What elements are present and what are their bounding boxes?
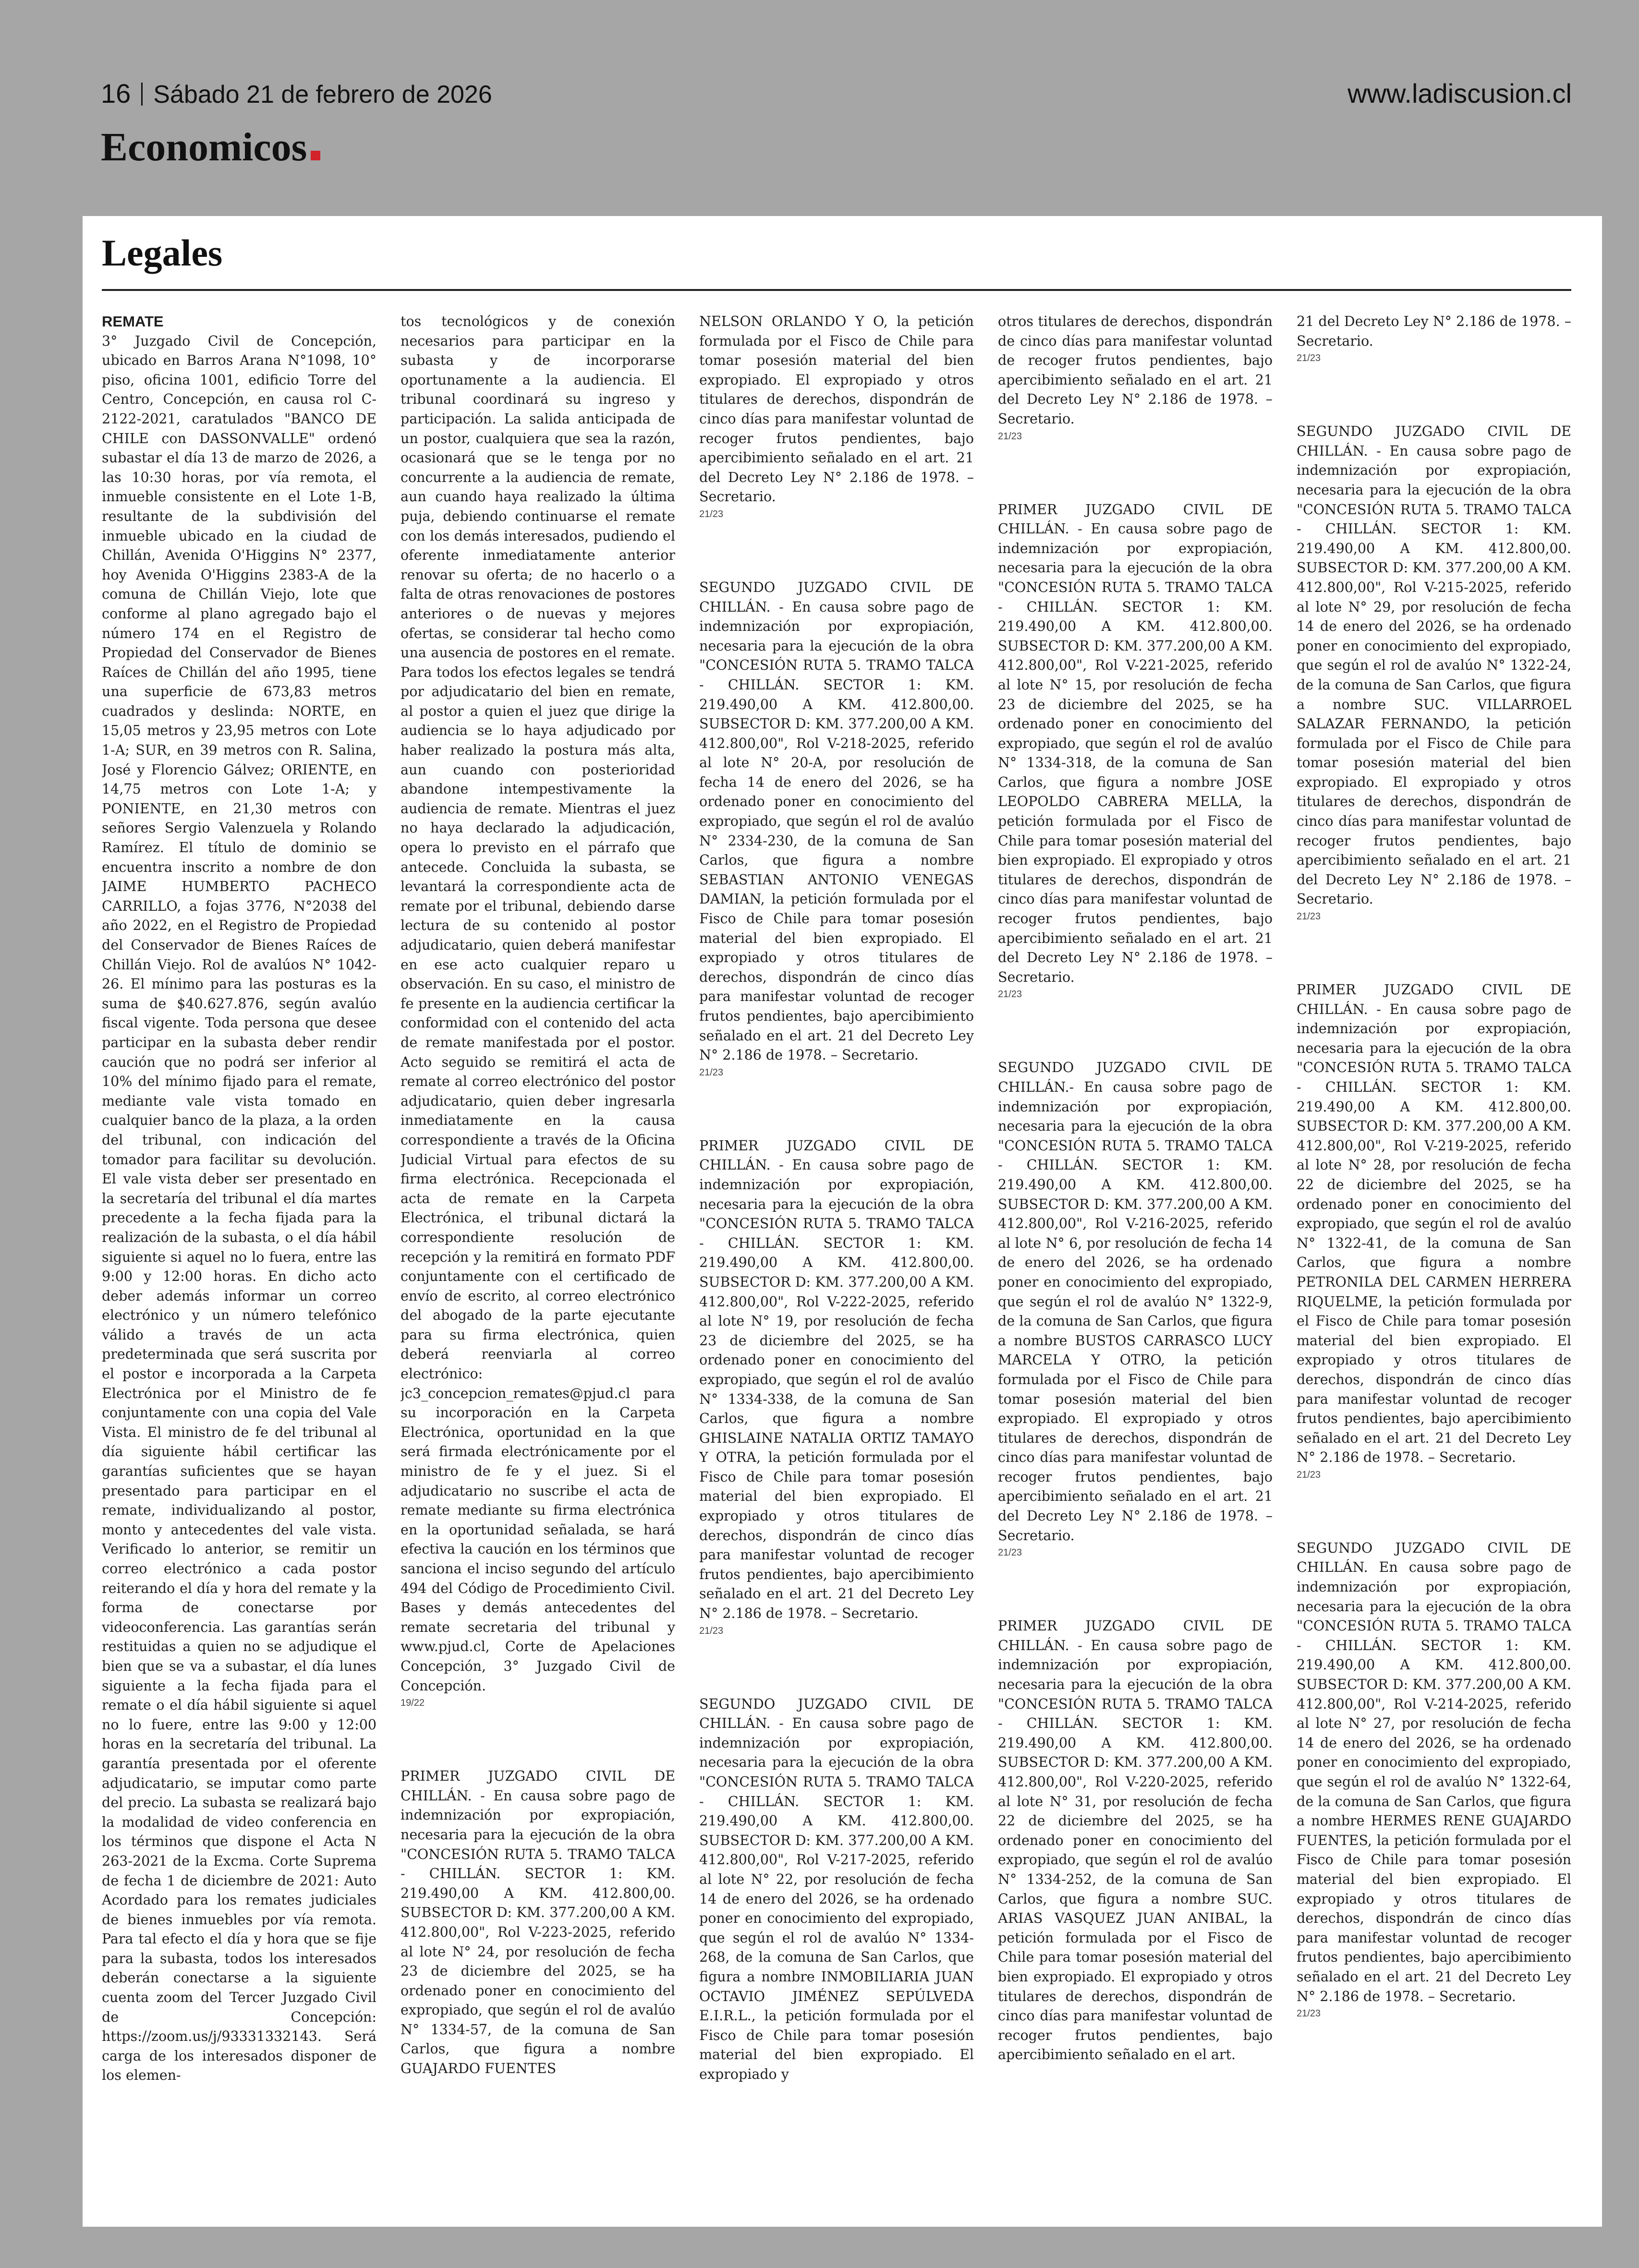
header-divider — [141, 83, 143, 106]
website-link[interactable]: www.ladiscusion.cl — [1348, 78, 1572, 109]
legal-notice — [699, 578, 974, 1080]
legales-panel — [83, 216, 1602, 2227]
notice-code: 21/23 — [699, 1625, 724, 1636]
notice-code: 19/22 — [401, 1698, 425, 1709]
legal-notice — [998, 1058, 1273, 1560]
notice-code: 21/23 — [1297, 2008, 1321, 2019]
notice-body: SEGUNDO JUZGADO CIVIL DE CHILLÁN. - En causa sobre pago de indemnización por expropiación, necesaria para la ejecución de la obra "CONCESIÓN RUTA 5. TRAMO TALCA - CHILLÁN. SECTOR 1: KM. 219.490,00 A KM. 412.800,00. SUBSECTOR D: KM. 377.200,00 A KM. 412.800,00", Rol V-218-2025, referido al lote N° 20-A, por resolución de fecha 14 de enero del 2026, se ha ordenado poner en conocimiento del expropiado, que según el rol de avalúo N° 2334-230, de la comuna de San Carlos, que figura a nombre SEBASTIAN ANTONIO VENEGAS DAMIAN, la petición formulada por el Fisco de Chile para tomar posesión material del bien expropiado. El expropiado y otros titulares de derechos, dispondrán de cinco días para manifestar voluntad de recoger frutos pendientes, bajo apercibimiento señalado en el art. 21 del Decreto Ley N° 2.186 de 1978. – Secretario. — [699, 579, 974, 1063]
section-title-text: Economicos — [101, 125, 307, 169]
notice-body: SEGUNDO JUZGADO CIVIL DE CHILLÁN.- En causa sobre pago de indemnización por expropiación, necesaria para la ejecución de la obra "CONCESIÓN RUTA 5. TRAMO TALCA - CHILLÁN. SECTOR 1: KM. 219.490,00 A KM. 412.800,00. SUBSECTOR D: KM. 377.200,00 A KM. 412.800,00", Rol V-216-2025, referido al lote N° 6, por resolución de fecha 14 de enero del 2026, se ha ordenado poner en conocimiento del expropiado, que según el rol de avalúo N° 1322-9, de la comuna de San Carlos, que figura a nombre BUSTOS CARRASCO LUCY MARCELA Y OTRO, la petición formulada por el Fisco de Chile para tomar posesión material del bien expropiado. El expropiado y otros titulares de derechos, dispondrán de cinco días para manifestar voluntad de recoger frutos pendientes, bajo apercibimiento señalado en el art. 21 del Decreto Ley N° 2.186 de 1978. – Secretario. — [998, 1060, 1273, 1544]
notice-code: 21/23 — [1297, 353, 1321, 364]
notice-code: 21/23 — [699, 1067, 724, 1078]
notice-column — [699, 312, 974, 2213]
notice-body: SEGUNDO JUZGADO CIVIL DE CHILLÁN. En causa sobre pago de indemnización por expropiación, necesaria para la ejecución de la obra "CONCESIÓN RUTA 5. TRAMO TALCA - CHILLÁN. SECTOR 1: KM. 219.490,00 A KM. 412.800,00. SUBSECTOR D: KM. 377.200,00 A KM. 412.800,00", Rol V-214-2025, referido al lote N° 27, por resolución de fecha 14 de enero del 2026, se ha ordenado poner en conocimiento del expropiado, que según el rol de avalúo N° 1322-64, de la comuna de San Carlos, que figura a nombre HERMES RENE GUAJARDO FUENTES, la petición formulada por el Fisco de Chile para tomar posesión material del bien expropiado. El expropiado y otros titulares de derechos, dispondrán de cinco días para manifestar voluntad de recoger frutos pendientes, bajo apercibimiento señalado en el art. 21 del Decreto Ley N° 2.186 de 1978. – Secretario. — [1297, 1540, 1571, 2004]
notice-body: 21 del Decreto Ley N° 2.186 de 1978. – Secretario. — [1297, 314, 1571, 349]
notice-body: PRIMER JUZGADO CIVIL DE CHILLÁN. - En causa sobre pago de indemnización por expropiación, necesaria para la ejecución de la obra "CONCESIÓN RUTA 5. TRAMO TALCA - CHILLÁN. SECTOR 1: KM. 219.490,00 A KM. 412.800,00. SUBSECTOR D: KM. 377.200,00 A KM. 412.800,00", Rol V-220-2025, referido al lote N° 31, por resolución de fecha 22 de diciembre del 2025, se ha ordenado poner en conocimiento del expropiado, que según el rol de avalúo N° 1334-252, de la comuna de San Carlos, que figura a nombre SUC. ARIAS VASQUEZ JUAN ANIBAL, la petición formulada por el Fisco de Chile para tomar posesión material del bien expropiado. El expropiado y otros titulares de derechos, dispondrán de cinco días para manifestar voluntad de recoger frutos pendientes, bajo apercibimiento señalado en el art. — [998, 1618, 1273, 2063]
notice-columns — [102, 312, 1571, 2213]
legal-notice — [699, 1695, 974, 2085]
notice-body: PRIMER JUZGADO CIVIL DE CHILLÁN. - En causa sobre pago de indemnización por expropiación, necesaria para la ejecución de la obra "CONCESIÓN RUTA 5. TRAMO TALCA - CHILLÁN. SECTOR 1: KM. 219.490,00 A KM. 412.800,00. SUBSECTOR D: KM. 377.200,00 A KM. 412.800,00", Rol V-223-2025, referido al lote N° 24, por resolución de fecha 23 de diciembre del 2025, se ha ordenado poner en conocimiento del expropiado, que según el rol de avalúo N° 1334-57, de la comuna de San Carlos, que figura a nombre GUAJARDO FUENTES — [401, 1768, 675, 2077]
notice-body: otros titulares de derechos, dispondrán de cinco días para manifestar voluntad de recoger frutos pendientes, bajo apercibimiento señalado en el art. 21 del Decreto Ley N° 2.186 de 1978. – Secretario. — [998, 314, 1273, 427]
notice-body: PRIMER JUZGADO CIVIL DE CHILLÁN. - En causa sobre pago de indemnización por expropiación, necesaria para la ejecución de la obra "CONCESIÓN RUTA 5. TRAMO TALCA - CHILLÁN. SECTOR 1: KM. 219.490,00 A KM. 412.800,00. SUBSECTOR D: KM. 377.200,00 A KM. 412.800,00", Rol V-219-2025, referido al lote N° 28, por resolución de fecha 22 de diciembre del 2025, se ha ordenado poner en conocimiento del expropiado, que según el rol de avalúo N° 1322-41, de la comuna de San Carlos, que figura a nombre PETRONILA DEL CARMEN HERRERA RIQUELME, la petición formulada por el Fisco de Chile para tomar posesión material del bien expropiado. El expropiado y otros titulares de derechos, dispondrán de cinco días para manifestar voluntad de recoger frutos pendientes, bajo apercibimiento señalado en el art. 21 del Decreto Ley N° 2.186 de 1978. – Secretario. — [1297, 982, 1571, 1466]
page-header — [0, 0, 1639, 216]
notice-column — [102, 312, 376, 2213]
legal-notice — [401, 312, 675, 1710]
notice-code: 21/23 — [998, 1547, 1022, 1558]
section-title — [101, 124, 320, 170]
notice-code: 21/23 — [1297, 1469, 1321, 1480]
notice-code: 21/23 — [998, 431, 1022, 442]
notice-title: REMATE — [102, 313, 164, 330]
legal-notice — [998, 1617, 1273, 2065]
issue-date: Sábado 21 de febrero de 2026 — [153, 81, 492, 109]
notice-code: 21/23 — [998, 989, 1022, 1000]
legal-notice — [1297, 312, 1571, 365]
legal-notice — [998, 312, 1273, 444]
notice-body: SEGUNDO JUZGADO CIVIL DE CHILLÁN. - En causa sobre pago de indemnización por expropiación, necesaria para la ejecución de la obra "CONCESIÓN RUTA 5. TRAMO TALCA - CHILLÁN. SECTOR 1: KM. 219.490,00 A KM. 412.800,00. SUBSECTOR D: KM. 377.200,00 A KM. 412.800,00", Rol V-217-2025, referido al lote N° 22, por resolución de fecha 14 de enero del 2026, se ha ordenado poner en conocimiento del expropiado, que según el rol de avalúo N° 1334-268, de la comuna de San Carlos, que figura a nombre INMOBILIARIA JUAN OCTAVIO JIMÉNEZ SEPÚLVEDA E.I.R.L., la petición formulada por el Fisco de Chile para tomar posesión material del bien expropiado. El expropiado y — [699, 1696, 974, 2082]
notice-body: tos tecnológicos y de conexión necesarios para participar en la subasta y de incorporarse oportunamente a la audiencia. El tribunal coordinará su ingreso y participación. La salida anticipada de un postor, cualquiera que sea la razón, ocasionará que se le tenga por no concurrente a la audiencia de remate, aun cuando haya realizado la última puja, debiendo continuarse el remate con los demás interesados, pudiendo el oferente inmediatamente anterior renovar su oferta; de no hacerlo o a falta de otras renovaciones de postores anteriores o de nuevas y mejores ofertas, se considerar tal hecho como una ausencia de postores en el remate. Para todos los efectos legales se tendrá por adjudicatario del bien en remate, al postor a quien el juez que dirige la audiencia se lo haya adjudicado por haber realizado la postura más alta, aun cuando con posterioridad abandone intempestivamente la audiencia de remate. Mientras el juez no haya declarado la adjudicación, opera lo previsto en el párrafo que antecede. Concluida la subasta, se levantará la correspondiente acta de remate por el tribunal, debiendo darse lectura de su contenido al postor adjudicatario, quien deberá manifestar en ese acto cualquier reparo u observación. En su caso, el ministro de fe presente en la audiencia certificar la conformidad con el contenido del acta de remate manifestada por el postor. Acto seguido se remitirá el acta de remate al correo electrónico del postor adjudicatario, quien deber ingresarla inmediatamente en la causa correspondiente a través de la Oficina Judicial Virtual para efectos de su firma electrónica. Recepcionada el acta de remate en la Carpeta Electrónica, el tribunal dictará la correspondiente resolución de recepción y la remitirá en formato PDF conjuntamente con el certificado de envío de escrito, al correo electrónico del abogado de la parte ejecutante para su firma electrónica, quien deberá reenviarla al correo electrónico: jc3_concepcion_remates@pjud.cl para su incorporación en la Carpeta Electrónica, oportunidad en la que será firmada electrónicamente por el ministro de fe y el juez. Si el adjudicatario no suscribe el acta de remate mediante su firma electrónica en la oportunidad señalada, se hará efectiva la caución en los términos que sanciona el inciso segundo del artículo 494 del Código de Procedimiento Civil. Bases y demás antecedentes del remate secretaria del tribunal y www.pjud.cl, Corte de Apelaciones Concepción, 3° Juzgado Civil de Concepción. — [401, 314, 675, 1694]
section-accent-square — [311, 151, 320, 160]
notice-body: PRIMER JUZGADO CIVIL DE CHILLÁN. - En causa sobre pago de indemnización por expropiación, necesaria para la ejecución de la obra "CONCESIÓN RUTA 5. TRAMO TALCA - CHILLÁN. SECTOR 1: KM. 219.490,00 A KM. 412.800,00. SUBSECTOR D: KM. 377.200,00 A KM. 412.800,00", Rol V-221-2025, referido al lote N° 15, por resolución de fecha 23 de diciembre del 2025, se ha ordenado poner en conocimiento del expropiado, que según el rol de avalúo N° 1334-318, de la comuna de San Carlos, que figura a nombre JOSE LEOPOLDO CABRERA MELLA, la petición formulada por el Fisco de Chile para tomar posesión material del bien expropiado. El expropiado y otros titulares de derechos, dispondrán de cinco días para manifestar voluntad de recoger frutos pendientes, bajo apercibimiento señalado en el art. 21 del Decreto Ley N° 2.186 de 1978. – Secretario. — [998, 501, 1273, 985]
legal-notice — [102, 312, 376, 2086]
notice-code: 21/23 — [699, 508, 724, 519]
legal-notice — [1297, 980, 1571, 1482]
heading-rule — [102, 289, 1571, 291]
notice-body: NELSON ORLANDO Y O, la petición formulada por el Fisco de Chile para tomar posesión material del bien expropiado. El expropiado y otros titulares de derechos, dispondrán de cinco días para manifestar voluntad de recoger frutos pendientes, bajo apercibimiento señalado en el art. 21 del Decreto Ley N° 2.186 de 1978. – Secretario. — [699, 314, 974, 505]
page-info — [101, 78, 492, 109]
page-number: 16 — [101, 78, 131, 109]
legal-notice — [998, 500, 1273, 1002]
notice-column — [1297, 312, 1571, 2213]
legales-heading: Legales — [102, 232, 223, 274]
notice-column — [401, 312, 675, 2213]
legal-notice — [699, 1136, 974, 1638]
notice-body: SEGUNDO JUZGADO CIVIL DE CHILLÁN. - En causa sobre pago de indemnización por expropiación, necesaria para la ejecución de la obra "CONCESIÓN RUTA 5. TRAMO TALCA - CHILLÁN. SECTOR 1: KM. 219.490,00 A KM. 412.800,00. SUBSECTOR D: KM. 377.200,00 A KM. 412.800,00", Rol V-215-2025, referido al lote N° 29, por resolución de fecha 14 de enero del 2026, se ha ordenado poner en conocimiento del expropiado, que según el rol de avalúo N° 1322-24, de la comuna de San Carlos, que figura a nombre SUC. VILLARROEL SALAZAR FERNANDO, la petición formulada por el Fisco de Chile para tomar posesión material del bien expropiado. El expropiado y otros titulares de derechos, dispondrán de cinco días para manifestar voluntad de recoger frutos pendientes, bajo apercibimiento señalado en el art. 21 del Decreto Ley N° 2.186 de 1978. – Secretario. — [1297, 423, 1571, 907]
notice-column — [998, 312, 1273, 2213]
legal-notice — [401, 1767, 675, 2079]
legal-notice — [1297, 1539, 1571, 2021]
legal-notice — [699, 312, 974, 521]
legal-notice — [1297, 422, 1571, 924]
notice-body: PRIMER JUZGADO CIVIL DE CHILLÁN. - En causa sobre pago de indemnización por expropiación, necesaria para la ejecución de la obra "CONCESIÓN RUTA 5. TRAMO TALCA - CHILLÁN. SECTOR 1: KM. 219.490,00 A KM. 412.800,00. SUBSECTOR D: KM. 377.200,00 A KM. 412.800,00", Rol V-222-2025, referido al lote N° 19, por resolución de fecha 23 de diciembre del 2025, se ha ordenado poner en conocimiento del expropiado, que según el rol de avalúo N° 1334-338, de la comuna de San Carlos, que figura a nombre GHISLAINE NATALIA ORTIZ TAMAYO Y OTRA, la petición formulada por el Fisco de Chile para tomar posesión material del bien expropiado. El expropiado y otros titulares de derechos, dispondrán de cinco días para manifestar voluntad de recoger frutos pendientes, bajo apercibimiento señalado en el art. 21 del Decreto Ley N° 2.186 de 1978. – Secretario. — [699, 1137, 974, 1622]
notice-code: 21/23 — [1297, 911, 1321, 922]
notice-body: 3° Juzgado Civil de Concepción, ubicado en Barros Arana N°1098, 10° piso, oficina 1001, edificio Torre del Centro, Concepción, en causa rol C-2122-2021, caratulados "BANCO DE CHILE con DASSONVALLE" ordenó subastar el día 13 de marzo de 2026, a las 10:30 horas, por vía remota, el inmueble consistente en el Lote 1-B, resultante de la subdivisión del inmueble ubicado en la ciudad de Chillán, Avenida O'Higgins N° 2377, hoy Avenida O'Higgins 2383-A de la comuna de Chillán Viejo, lote que conforme al plano agregado bajo el número 174 en el Registro de Propiedad del Conservador de Bienes Raíces de Chillán del año 1995, tiene una superficie de 673,83 metros cuadrados y deslinda: NORTE, en 15,05 metros y 23,95 metros con Lote 1-A; SUR, en 39 metros con R. Salina, José y Florencio Gálvez; ORIENTE, en 14,75 metros con Lote 1-A; y PONIENTE, en 21,30 metros con señores Sergio Valenzuela y Rolando Ramírez. El título de dominio se encuentra inscrito a nombre de don JAIME HUMBERTO PACHECO CARRILLO, a fojas 3776, N°2038 del año 2022, en el Registro de Propiedad del Conservador de Bienes Raíces de Chillán Viejo. Rol de avalúos N° 1042-26. El mínimo para las posturas es la suma de $40.627.876, según avalúo fiscal vigente. Toda persona que desee participar en la subasta deber rendir caución que no podrá ser inferior al 10% del mínimo fijado para el remate, mediante vale vista tomado en cualquier banco de la plaza, a la orden del tribunal, con indicación del tomador para facilitar su devolución. El vale vista deber ser presentado en la secretaría del tribunal el día martes precedente a la fecha fijada para la realización de la subasta, o el día hábil siguiente si aquel no lo fuera, entre las 9:00 y 12:00 horas. En dicho acto deber además informar un correo electrónico y un número telefónico válido a través de un acta predeterminada que será suscrita por el postor e incorporada a la Carpeta Electrónica por el Ministro de fe conjuntamente con una copia del Vale Vista. El ministro de fe del tribunal al día siguiente hábil certificar las garantías suficientes que se hayan presentado para participar en el remate, individualizando al postor, monto y antecedentes del vale vista. Verificado lo anterior, se remitir un correo electrónico a cada postor reiterando el día y hora del remate y la forma de conectarse por videoconferencia. Las garantías serán restituidas a quien no se adjudique el bien que se va a subastar, el día lunes siguiente a la fecha fijada para el remate o el día hábil siguiente si aquel no lo fuere, entre las 9:00 y 12:00 horas en la secretaría del tribunal. La garantía presentada por el oferente adjudicatario, se imputar como parte del precio. La subasta se realizará bajo la modalidad de video conferencia en los términos que dispone el Acta N 263-2021 de la Excma. Corte Suprema de fecha 1 de diciembre de 2021: Auto Acordado para los remates judiciales de bienes inmuebles por vía remota. Para tal efecto el día y hora que se fije para la subasta, todos los interesados deberán conectarse a la siguiente cuenta zoom del Tercer Juzgado Civil de Concepción: https://zoom.us/j/93331332143. Será carga de los interesados disponer de los elemen- — [102, 333, 376, 2084]
